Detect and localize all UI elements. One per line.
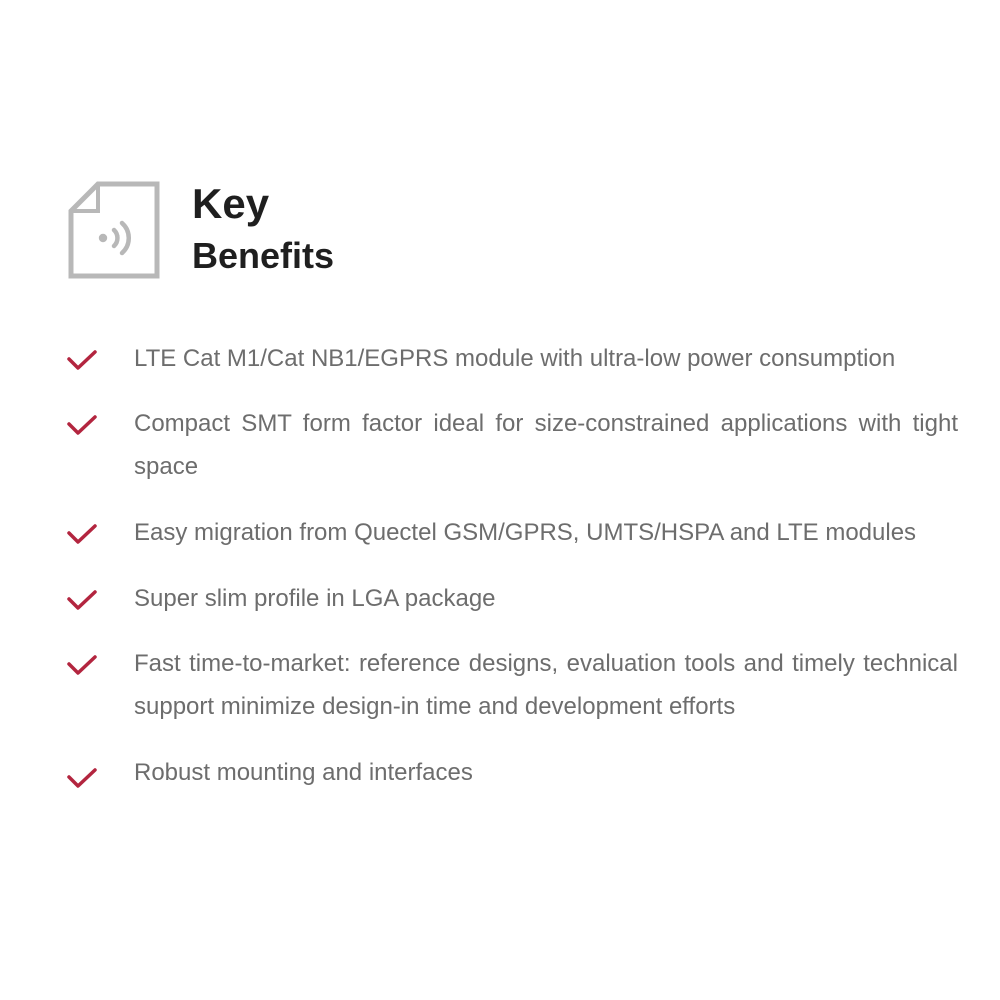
benefit-text: Fast time-to-market: reference designs, evaluation tools and timely technical support minimize design-in time and development efforts: [134, 650, 958, 720]
title-line-benefits: Benefits: [192, 235, 335, 276]
benefit-text: Compact SMT form factor ideal for size-constrained applications with tight space: [134, 410, 958, 480]
benefit-text: Easy migration from Quectel GSM/GPRS, UMTS/HSPA and LTE modules: [134, 519, 917, 546]
key-benefits-header: [68, 181, 488, 281]
check-icon: [66, 414, 98, 436]
check-icon: [66, 767, 98, 789]
benefit-text: Robust mounting and interfaces: [134, 759, 473, 786]
title-line-key: Key: [192, 180, 270, 227]
document-wireless-icon: [68, 181, 160, 279]
check-icon: [66, 349, 98, 371]
check-icon: [66, 589, 98, 611]
check-icon: [66, 523, 98, 545]
benefit-text: LTE Cat M1/Cat NB1/EGPRS module with ultra-low power consumption: [134, 345, 896, 372]
benefit-text: Super slim profile in LGA package: [134, 585, 496, 612]
check-icon: [66, 654, 98, 676]
